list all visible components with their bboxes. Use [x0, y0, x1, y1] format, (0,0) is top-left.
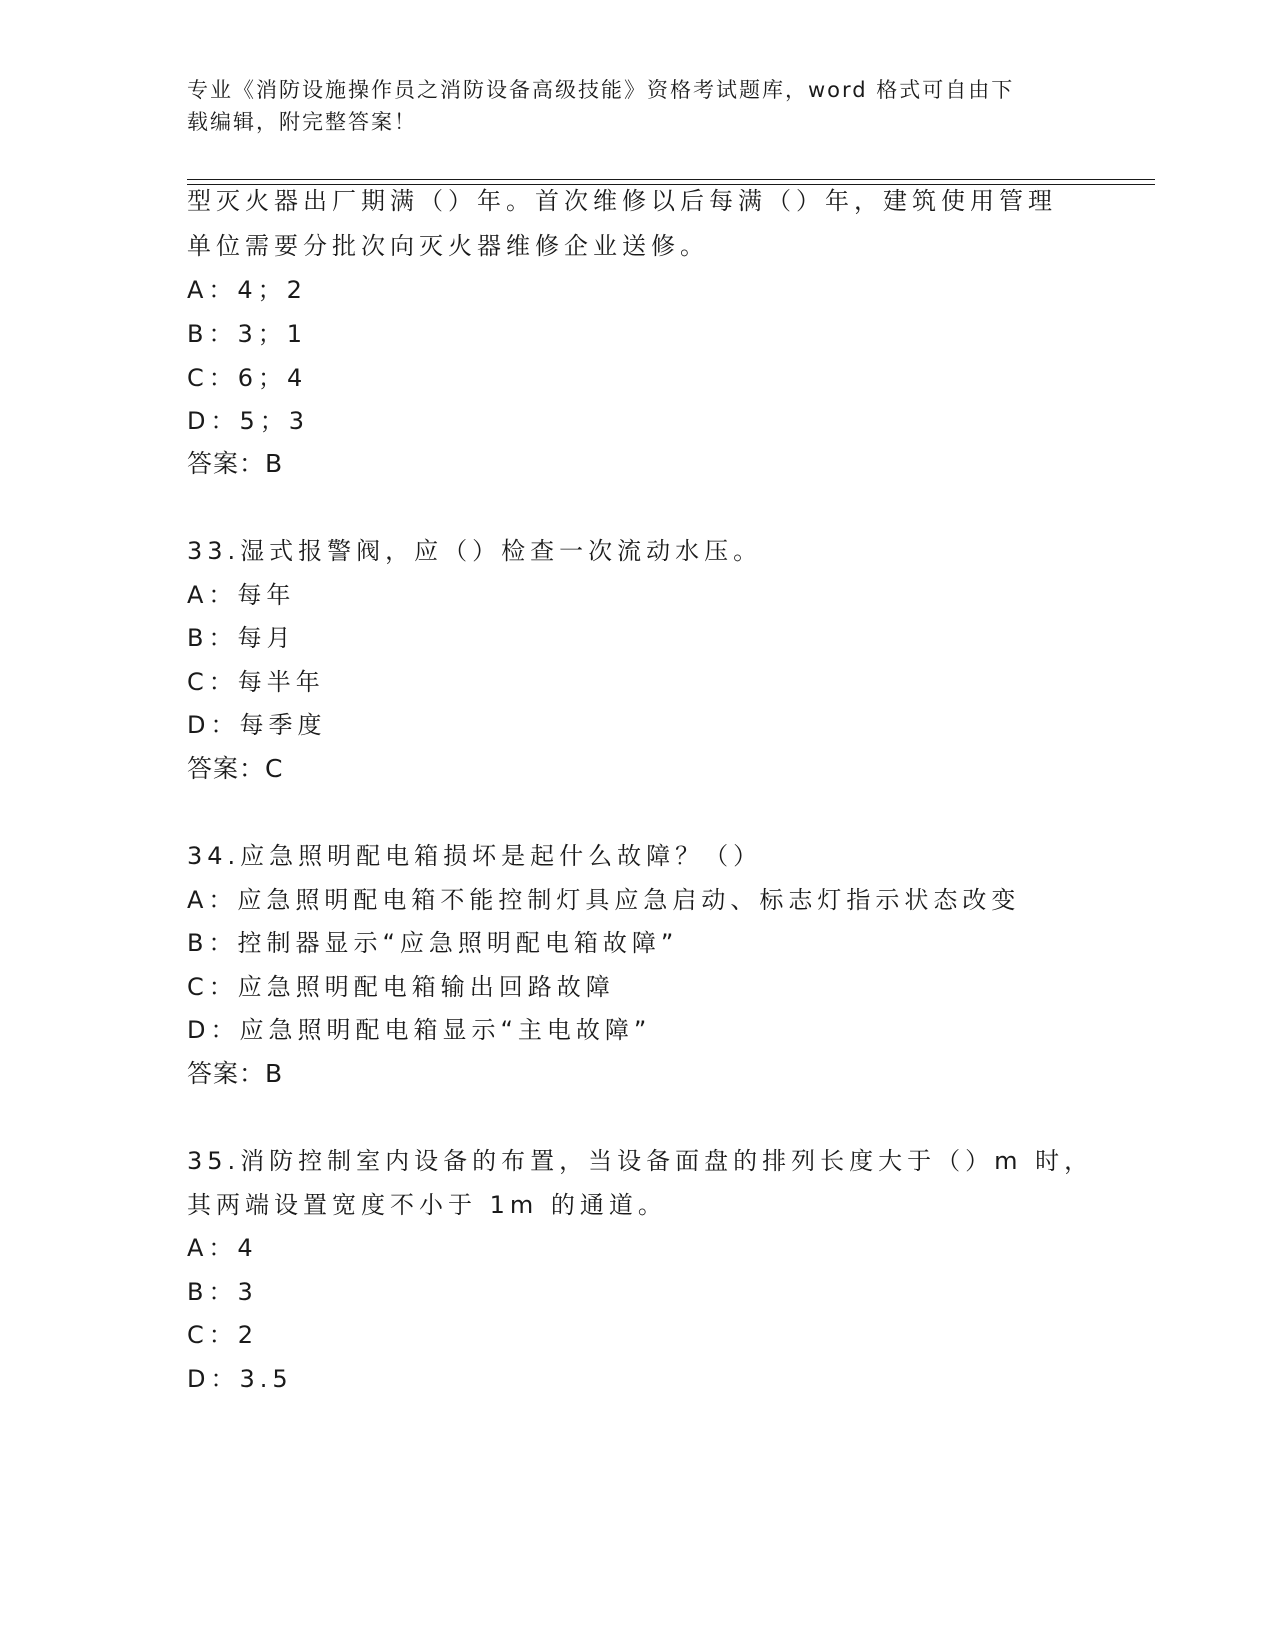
option-a: A：每年: [187, 581, 296, 609]
question-stem-line: 35.消防控制室内设备的布置，当设备面盘的排列长度大于（）m 时，: [187, 1147, 1094, 1175]
option-c: C：6；4: [187, 364, 308, 392]
option-c: C：每半年: [187, 668, 325, 696]
question-stem-line: 单位需要分批次向灭火器维修企业送修。: [187, 232, 709, 260]
header-divider-bottom: [187, 184, 1155, 185]
question-stem-line: 其两端设置宽度不小于 1m 的通道。: [187, 1191, 667, 1219]
option-d: D：应急照明配电箱显示“主电故障”: [187, 1016, 652, 1044]
document-header: [187, 74, 1067, 138]
option-d: D：每季度: [187, 711, 327, 739]
header-line-2: 载编辑，附完整答案！: [187, 110, 417, 134]
option-a: A：4；2: [187, 276, 307, 304]
option-a: A：4: [187, 1234, 258, 1262]
option-c: C：2: [187, 1321, 259, 1349]
question-stem-line: 33.湿式报警阀，应（）检查一次流动水压。: [187, 537, 763, 565]
option-d: D：5；3: [187, 407, 310, 435]
option-c: C：应急照明配电箱输出回路故障: [187, 973, 615, 1001]
option-b: B：控制器显示“应急照明配电箱故障”: [187, 929, 679, 957]
answer-label: 答案：C: [187, 754, 284, 783]
question-stem-line: 34.应急照明配电箱损坏是起什么故障？（）: [187, 842, 763, 870]
answer-label: 答案：B: [187, 449, 284, 478]
answer-label: 答案：B: [187, 1059, 284, 1088]
header-divider-top: [187, 179, 1155, 180]
option-d: D：3.5: [187, 1365, 293, 1393]
option-b: B：每月: [187, 624, 296, 652]
option-a: A：应急照明配电箱不能控制灯具应急启动、标志灯指示状态改变: [187, 886, 1021, 914]
option-b: B：3；1: [187, 320, 308, 348]
header-line-1: 专业《消防设施操作员之消防设备高级技能》资格考试题库，word 格式可自由下: [187, 78, 1015, 102]
question-stem-line: 型灭火器出厂期满（）年。首次维修以后每满（）年，建筑使用管理: [187, 187, 1057, 215]
option-b: B：3: [187, 1278, 258, 1306]
